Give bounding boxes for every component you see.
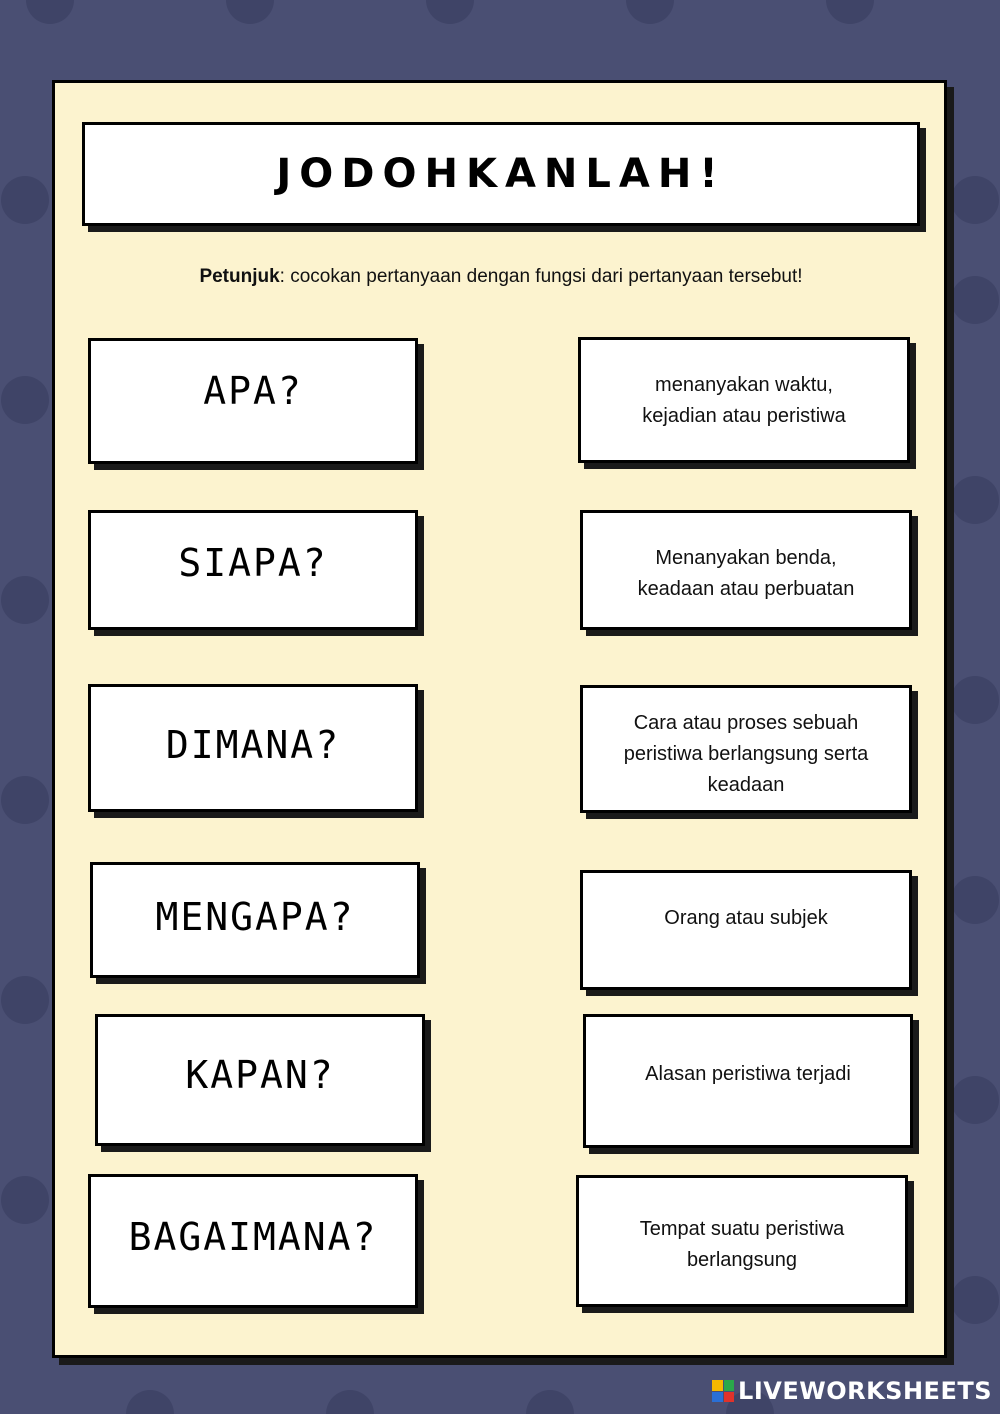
answer-card-1[interactable] <box>578 337 910 463</box>
question-text: KAPAN? <box>185 1053 335 1097</box>
question-card-3[interactable] <box>88 684 418 812</box>
answer-text: Cara atau proses sebuah peristiwa berlangsung serta keadaan <box>623 712 869 796</box>
question-text: DIMANA? <box>165 723 341 767</box>
question-card-4[interactable] <box>90 862 420 978</box>
question-card-2[interactable] <box>88 510 418 630</box>
question-card-5[interactable] <box>95 1014 425 1146</box>
question-text: BAGAIMANA? <box>128 1215 378 1259</box>
question-text: APA? <box>203 369 303 413</box>
answer-text: Orang atau subjek <box>664 907 828 929</box>
page-title: JODOHKANLAH! <box>276 151 726 197</box>
answer-text: Tempat suatu peristiwa berlangsung <box>639 1218 845 1271</box>
answer-text: Menanyakan benda, keadaan atau perbuatan <box>637 547 855 600</box>
instruction-label: Petunjuk <box>199 266 280 287</box>
question-text: SIAPA? <box>178 541 328 585</box>
answer-card-2[interactable] <box>580 510 912 630</box>
answer-card-6[interactable] <box>576 1175 908 1307</box>
instruction <box>82 266 920 288</box>
answer-text: Alasan peristiwa terjadi <box>645 1063 851 1085</box>
answer-card-4[interactable] <box>580 870 912 990</box>
answer-card-3[interactable] <box>580 685 912 813</box>
question-card-6[interactable] <box>88 1174 418 1308</box>
liveworksheets-icon <box>712 1380 734 1402</box>
question-card-1[interactable] <box>88 338 418 464</box>
watermark-text: LIVEWORKSHEETS <box>738 1377 992 1405</box>
title-box <box>82 122 920 226</box>
answer-card-5[interactable] <box>583 1014 913 1148</box>
question-text: MENGAPA? <box>155 895 355 939</box>
answer-text: menanyakan waktu, kejadian atau peristiwa <box>642 374 846 427</box>
instruction-text: : cocokan pertanyaan dengan fungsi dari pertanyaan tersebut! <box>279 266 803 287</box>
watermark-logo <box>712 1378 992 1404</box>
